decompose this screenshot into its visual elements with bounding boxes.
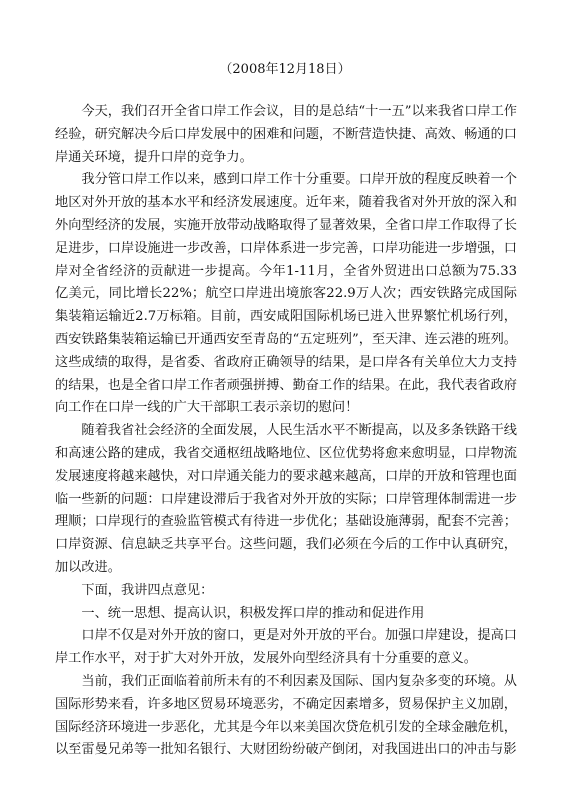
paragraph-situation: 当前，我们正面临着前所未有的不利因素及国际、国内复杂多变的环境。从国际形势来看，许多地区贸易环境恶劣，不确定因素增多，贸易保护主义加剧，国际经济环境进一步恶化，尤其是今年以来美国次贷危机引发的全球金融危机，以至雷曼兄弟等一批知名银行、大财团纷纷破产倒闭，对我国进出口的冲击与影 (55, 673, 517, 758)
paragraph-opening: 今天，我们召开全省口岸工作会议，目的是总结“十一五”以来我省口岸工作经验，研究解决今后口岸发展中的困难和问题，不断营造快捷、高效、畅通的口岸通关环境，提升口岸的竞争力。 (55, 104, 517, 165)
paragraph-port-role: 口岸不仅是对外开放的窗口，更是对外开放的平台。加强口岸建设，提高口岸工作水平，对于扩大对外开放，发展外向型经济具有十分重要的意义。 (55, 628, 517, 667)
paragraph-intro-points: 下面，我讲四点意见： (81, 582, 214, 598)
paragraph-achievements: 我分管口岸工作以来，感到口岸工作十分重要。口岸开放的程度反映着一个地区对外开放的基本水平和经济发展速度。近年来，随着我省对外开放的深入和外向型经济的发展，实施开放带动战略取得了显著效果，全省口岸工作取得了长足进步，口岸设施进一步改善，口岸体系进一步完善，口岸功能进一步增强，口岸对全省经济的贡献进一步提高。今年1-11月，全省外贸进出口总额为75.33亿美元，同比增长22%；航空口岸进出境旅客22.9万人次；西安铁路完成国际集装箱运输近2.7万标箱。目前，西安咸阳国际机场已进入世界繁忙机场行列，西安铁路集装箱运输已开通西安至青岛的“五定班列”，至天津、连云港的班列。这些成绩的取得，是省委、省政府正确领导的结果，是口岸各有关单位大力支持的结果，也是全省口岸工作者顽强拼搏、勤奋工作的结果。在此，我代表省政府向工作在口岸一线的广大干部职工表示亲切的慰问！ (55, 172, 517, 416)
paragraph-problems: 随着我省社会经济的全面发展，人民生活水平不断提高，以及多条铁路干线和高速公路的建成，我省交通枢纽战略地位、区位优势将愈来愈明显，口岸物流发展速度将越来越快，对口岸通关能力的要求越来越高，口岸的开放和管理也面临一些新的问题：口岸建设滞后于我省对外开放的实际；口岸管理体制需进一步理顺；口岸现行的查验监管模式有待进一步优化；基础设施薄弱，配套不完善；口岸资源、信息缺乏共享平台。这些问题，我们必须在今后的工作中认真研究，加以改进。 (55, 423, 517, 575)
document-body (55, 101, 517, 762)
document-date: （2008年12月18日） (219, 62, 351, 77)
section-heading-one: 一、统一思想、提高认识，积极发挥口岸的推动和促进作用 (81, 605, 425, 621)
